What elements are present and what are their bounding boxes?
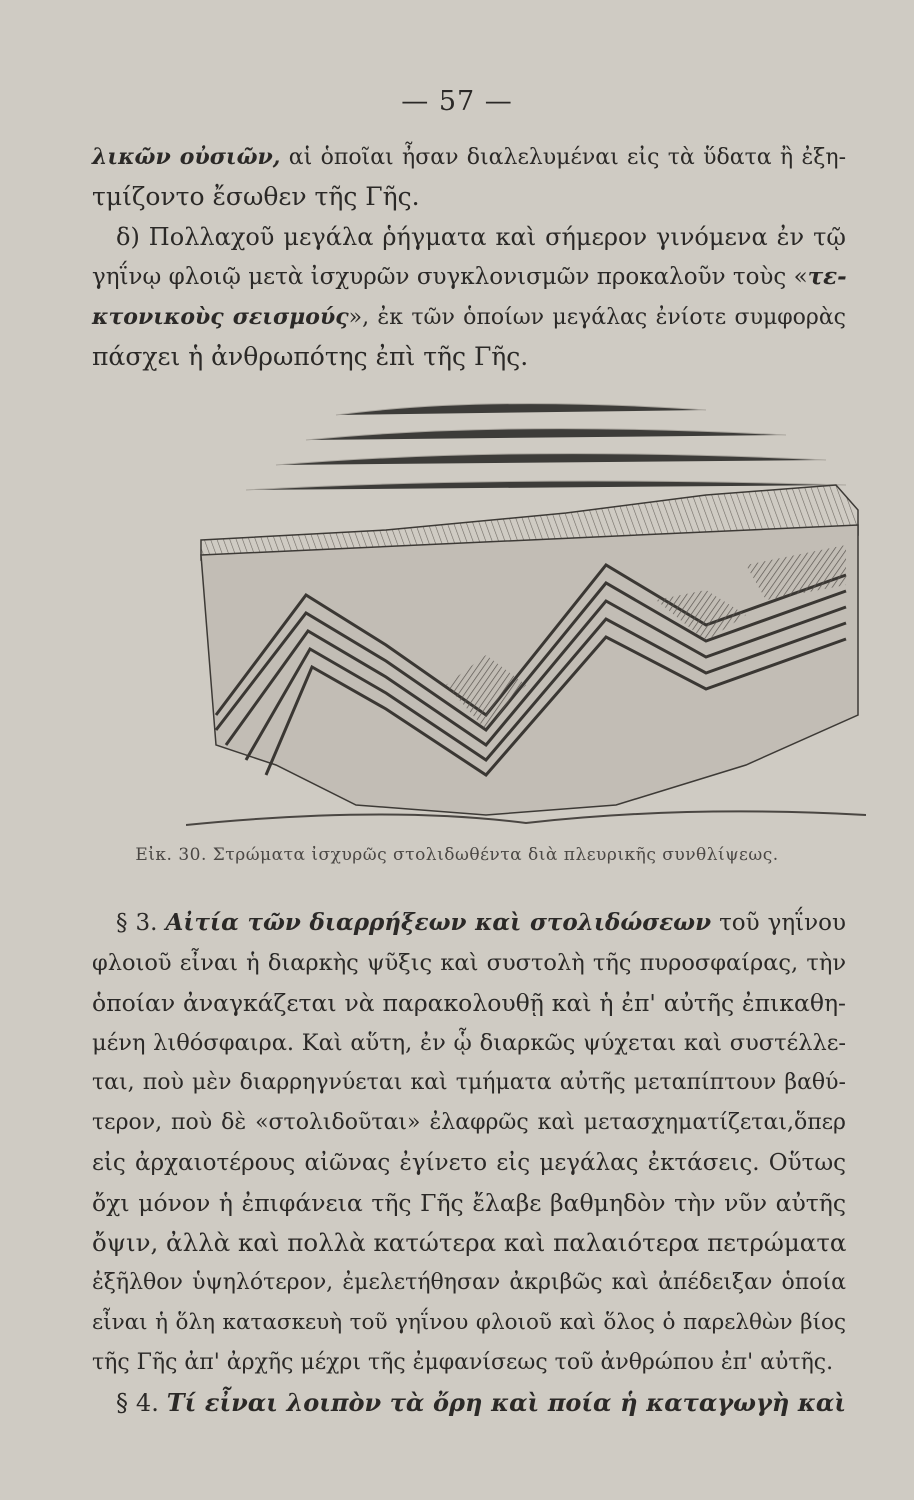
text-span: αἱ ὁποῖαι ἦσαν διαλελυμέναι εἰς τὰ ὕδατα ἢ ἐξη- bbox=[280, 145, 846, 170]
page-number: — 57 — bbox=[401, 86, 513, 117]
figure-caption: Εἰκ. 30. Στρώματα ἰσχυρῶς στολιδωθέντα διὰ πλευρικῆς συνθλίψεως. bbox=[135, 845, 779, 865]
text-line: δ) Πολλαχοῦ μεγάλα ῥήγματα καὶ σήμερον γινόμενα ἐν τῷ bbox=[116, 223, 846, 251]
sky-lines bbox=[246, 404, 846, 490]
text-line bbox=[92, 257, 846, 297]
text-line: πάσχει ἡ ἀνθρωπότης ἐπὶ τῆς Γῆς. bbox=[92, 342, 529, 371]
text-line bbox=[116, 1383, 846, 1423]
text-span: γηΐνῳ φλοιῷ μετὰ ἰσχυρῶν συγκλονισμῶν προκαλοῦν τοὺς « bbox=[92, 264, 808, 290]
text-line: ται, ποὺ μὲν διαρρηγνύεται καὶ τμήματα αὐτῆς μεταπίπτουν βαθύ- bbox=[92, 1070, 846, 1095]
text-line: τμίζοντο ἔσωθεν τῆς Γῆς. bbox=[92, 182, 420, 211]
text-line bbox=[92, 297, 846, 338]
text-line bbox=[116, 903, 846, 943]
text-line: ὁποίαν ἀναγκάζεται νὰ παρακολουθῇ καὶ ἡ ἐπ' αὐτῆς ἐπικαθη- bbox=[92, 989, 846, 1017]
folded-strata-illustration bbox=[186, 385, 866, 835]
bold-phrase: τε- bbox=[807, 263, 847, 290]
text-line: τῆς Γῆς ἀπ' ἀρχῆς μέχρι τῆς ἐμφανίσεως τοῦ ἀνθρώπου ἐπ' αὐτῆς. bbox=[92, 1350, 834, 1375]
text-line: μένη λιθόσφαιρα. Καὶ αὕτη, ἐν ᾧ διαρκῶς ψύχεται καὶ συστέλλε- bbox=[92, 1030, 846, 1056]
text-line: φλοιοῦ εἶναι ἡ διαρκὴς ψῦξις καὶ συστολὴ τῆς πυροσφαίρας, τὴν bbox=[92, 950, 846, 976]
text-line: εἶναι ἡ ὅλη κατασκευὴ τοῦ γηΐνου φλοιοῦ καὶ ὅλος ὁ παρελθὼν βίος bbox=[92, 1310, 846, 1335]
text-line: τερον, ποὺ δὲ «στολιδοῦται» ἐλαφρῶς καὶ μετασχηματίζεται,ὅπερ bbox=[92, 1110, 846, 1135]
bold-phrase: κτονικοὺς σεισμούς bbox=[92, 304, 349, 330]
ground-line bbox=[186, 811, 866, 825]
text-line: ἐξῆλθον ὑψηλότερον, ἐμελετήθησαν ἀκριβῶς καὶ ἀπέδειξαν ὁποία bbox=[92, 1270, 846, 1295]
bold-phrase: Αἰτία τῶν διαρρήξεων καὶ στολιδώσεων bbox=[165, 909, 712, 936]
bold-phrase: Τί εἶναι λοιπὸν τὰ ὄρη καὶ ποία ἡ καταγωγὴ καὶ bbox=[166, 1388, 846, 1417]
text-line: ὄχι μόνον ἡ ἐπιφάνεια τῆς Γῆς ἔλαβε βαθμηδὸν τὴν νῦν αὐτῆς bbox=[92, 1189, 846, 1217]
text-span: τοῦ γηΐνου bbox=[711, 910, 846, 936]
text-span: », ἐκ τῶν ὁποίων μεγάλας ἐνίοτε συμφορὰς bbox=[348, 305, 846, 330]
text-line bbox=[92, 137, 846, 178]
text-line: εἰς ἀρχαιοτέρους αἰῶνας ἐγίνετο εἰς μεγάλας ἐκτάσεις. Οὕτως bbox=[92, 1150, 846, 1176]
text-line: ὄψιν, ἀλλὰ καὶ πολλὰ κατώτερα καὶ παλαιότερα πετρώματα bbox=[92, 1228, 847, 1257]
bold-phrase: λικῶν οὐσιῶν, bbox=[92, 144, 281, 170]
section-mark: § 4. bbox=[116, 1389, 167, 1417]
section-mark: § 3. bbox=[116, 910, 166, 936]
